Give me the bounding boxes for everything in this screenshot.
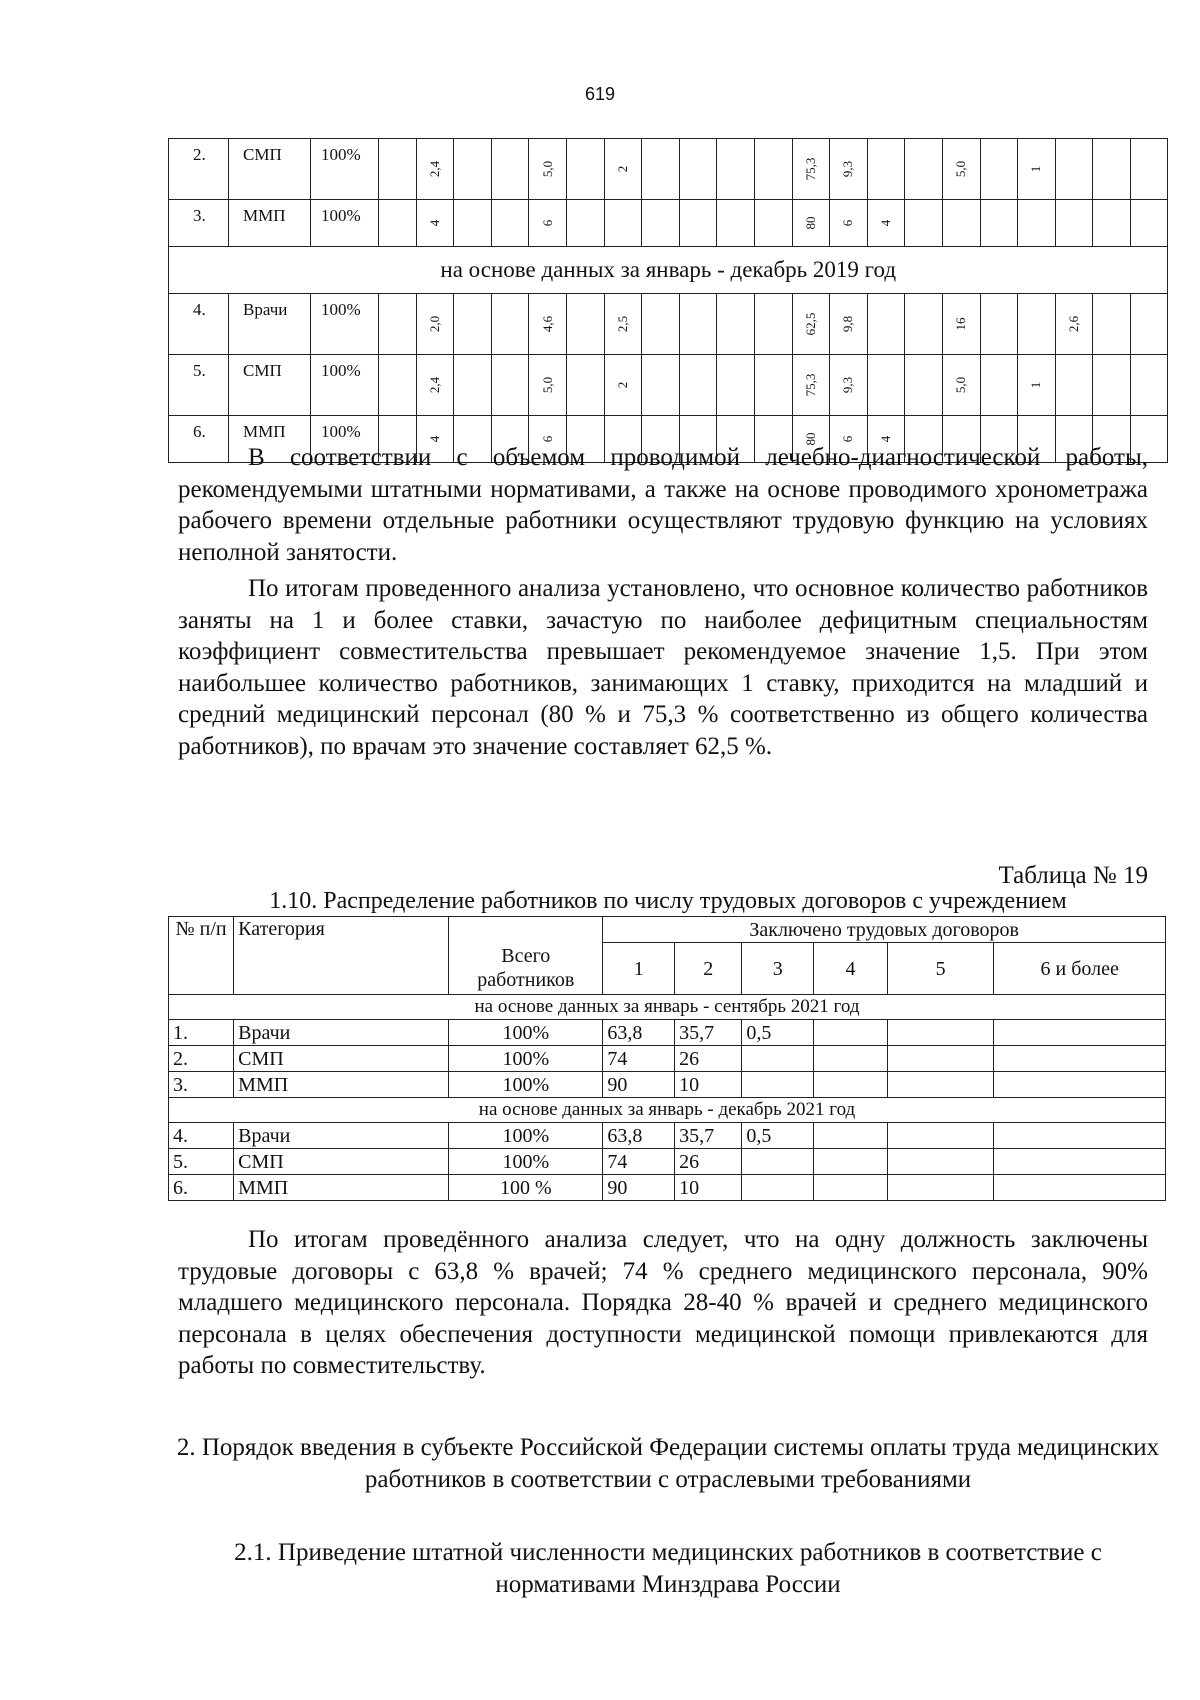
row-number: 1. (169, 1020, 234, 1046)
value-cell (379, 355, 417, 416)
contract-cell: 0,5 (742, 1123, 814, 1149)
contract-cell (814, 1072, 888, 1098)
value-cell (717, 139, 755, 200)
row-percent: 100% (311, 139, 379, 200)
value-text: 2,6 (1065, 315, 1081, 333)
section-row (169, 1098, 1166, 1123)
value-cell (566, 355, 604, 416)
value-cell (1018, 200, 1056, 247)
table-row (169, 139, 1168, 200)
contract-cell: 74 (603, 1046, 675, 1072)
contract-cell (742, 1072, 814, 1098)
row-category: СМП (229, 355, 311, 416)
value-cell (566, 200, 604, 247)
contract-cell: 63,8 (603, 1020, 675, 1046)
row-number: 3. (169, 1072, 234, 1098)
value-text: 6 (539, 435, 555, 443)
table-row (169, 1072, 1166, 1098)
value-text: 2,0 (426, 315, 442, 333)
value-cell (1018, 355, 1056, 416)
value-cell (867, 355, 905, 416)
value-text: 80 (802, 216, 818, 230)
contract-cell (742, 1175, 814, 1201)
row-category: ММП (234, 1072, 449, 1098)
value-cell (830, 139, 868, 200)
value-cell (830, 294, 868, 355)
value-cell (529, 355, 567, 416)
row-number: 6. (169, 416, 229, 463)
value-cell (754, 355, 792, 416)
value-cell (942, 294, 980, 355)
value-cell (491, 294, 529, 355)
value-text: 4 (878, 219, 894, 227)
row-category: СМП (234, 1149, 449, 1175)
header-col-3: 3 (742, 943, 814, 995)
value-cell (491, 200, 529, 247)
contract-cell (994, 1020, 1166, 1046)
value-cell (867, 200, 905, 247)
value-cell (1093, 355, 1131, 416)
page-number: 619 (584, 84, 616, 104)
value-cell (980, 200, 1018, 247)
value-cell (454, 294, 492, 355)
value-cell (1130, 294, 1168, 355)
value-cell (1093, 294, 1131, 355)
contract-cell (994, 1123, 1166, 1149)
value-text: 75,3 (802, 373, 818, 397)
value-text: 2 (614, 381, 630, 389)
contract-cell: 35,7 (675, 1020, 742, 1046)
value-cell (679, 355, 717, 416)
table-title: 1.10. Распределение работников по числу трудовых договоров с учреждением (269, 888, 1067, 914)
value-cell (980, 139, 1018, 200)
value-text: 9,3 (840, 376, 856, 394)
row-category: СМП (234, 1046, 449, 1072)
value-cell (379, 200, 417, 247)
row-number: 2. (169, 1046, 234, 1072)
contract-cell (814, 1175, 888, 1201)
value-text: 1 (1028, 165, 1044, 173)
value-text: 2,4 (426, 160, 442, 178)
value-cell (754, 200, 792, 247)
value-cell (792, 294, 830, 355)
value-cell (566, 294, 604, 355)
value-cell (416, 294, 454, 355)
table-row (169, 355, 1168, 416)
header-col-2: 2 (675, 943, 742, 995)
row-total: 100% (449, 1123, 603, 1149)
value-cell (604, 294, 642, 355)
row-percent: 100% (311, 294, 379, 355)
row-total: 100% (449, 1149, 603, 1175)
table-row (169, 1020, 1166, 1046)
row-total: 100 % (449, 1175, 603, 1201)
value-cell (679, 200, 717, 247)
value-text: 6 (840, 435, 856, 443)
value-text: 4 (426, 219, 442, 227)
row-number: 2. (169, 139, 229, 200)
value-text: 75,3 (802, 157, 818, 181)
row-percent: 100% (311, 416, 379, 463)
contract-cell (742, 1149, 814, 1175)
value-cell (792, 139, 830, 200)
contract-cell (887, 1175, 993, 1201)
value-cell (491, 139, 529, 200)
table-row (169, 200, 1168, 247)
value-cell (604, 139, 642, 200)
value-cell (905, 294, 943, 355)
table-row (169, 1046, 1166, 1072)
contract-cell (887, 1046, 993, 1072)
contract-cell (742, 1046, 814, 1072)
header-col-5: 5 (887, 943, 993, 995)
value-cell (566, 139, 604, 200)
value-cell (1130, 200, 1168, 247)
row-category: Врачи (234, 1020, 449, 1046)
value-cell (1093, 200, 1131, 247)
value-cell (792, 200, 830, 247)
row-total: 100% (449, 1046, 603, 1072)
top-table-section-row: на основе данных за январь - декабрь 2019 год (169, 247, 1168, 294)
value-text: 2 (614, 165, 630, 173)
value-text: 2,4 (426, 376, 442, 394)
value-cell (454, 355, 492, 416)
header-total: Всего работников (449, 943, 603, 995)
contract-cell (814, 1046, 888, 1072)
value-text: 4 (426, 435, 442, 443)
header-category: Категория (234, 917, 449, 995)
value-cell (717, 294, 755, 355)
contract-cell: 26 (675, 1046, 742, 1072)
value-cell (416, 200, 454, 247)
section-heading-2: 2. Порядок введения в субъекте Российской Федерации системы оплаты труда медицинских работников в соответствии с отраслевыми требованиями (176, 1434, 1160, 1493)
section-row (169, 995, 1166, 1020)
row-total: 100% (449, 1020, 603, 1046)
row-category: ММП (229, 200, 311, 247)
value-cell (830, 355, 868, 416)
value-cell (529, 200, 567, 247)
value-cell (529, 294, 567, 355)
contract-cell (814, 1123, 888, 1149)
top-staffing-table (168, 138, 1168, 463)
row-number: 4. (169, 1123, 234, 1149)
contract-cell: 0,5 (742, 1020, 814, 1046)
header-num: № п/п (169, 917, 234, 995)
value-cell (792, 355, 830, 416)
value-cell (1055, 139, 1093, 200)
row-number: 5. (169, 355, 229, 416)
value-cell (416, 355, 454, 416)
contract-cell (994, 1072, 1166, 1098)
value-text: 9,8 (840, 315, 856, 333)
paragraph-part-time: В соответствии с объемом проводимой лечебно-диагностической работы, рекомендуемыми штатными нормативами, а также на основе проводимого хронометража рабочего времени отдельные работники осуществляют трудовую функцию на условиях неполной занятости. (178, 444, 1148, 566)
paragraph-analysis: По итогам проведенного анализа установлено, что основное количество работников заняты на 1 и более ставки, зачастую по наиболее дефицитным специальностям коэффициент совместительства превышает рекомендуемое значение 1,5. При этом наибольшее количество работников, занимающих 1 ставку, приходится на младший и средний медицинский персонал (80 % и 75,3 % соответственно из общего количества работников), по врачам это значение составляет 62,5 %. (178, 575, 1148, 760)
value-text: 5,0 (953, 376, 969, 394)
value-cell (454, 200, 492, 247)
row-category: ММП (234, 1175, 449, 1201)
value-cell (1055, 200, 1093, 247)
paragraph-conclusion: По итогам проведённого анализа следует, что на одну должность заключены трудовые договоры с 63,8 % врачей; 74 % среднего медицинского персонала, 90% младшего медицинского персонала. Порядка 28-40 % врачей и среднего медицинского персонала в целях обеспечения доступности медицинской помощи привлекаются для работы по совместительству. (178, 1226, 1148, 1379)
contract-cell (994, 1149, 1166, 1175)
row-category: Врачи (229, 294, 311, 355)
contract-cell: 10 (675, 1072, 742, 1098)
value-cell (942, 200, 980, 247)
header-col-1: 1 (603, 943, 675, 995)
contract-cell (887, 1020, 993, 1046)
contracts-table (168, 916, 1166, 1201)
contract-cell (994, 1046, 1166, 1072)
value-cell (491, 355, 529, 416)
value-cell (1130, 139, 1168, 200)
value-cell (942, 139, 980, 200)
value-cell (717, 200, 755, 247)
value-cell (679, 139, 717, 200)
row-total: 100% (449, 1072, 603, 1098)
section-label: на основе данных за январь - сентябрь 2021 год (169, 995, 1166, 1020)
table-row (169, 1175, 1166, 1201)
table-label: Таблица № 19 (998, 862, 1148, 889)
value-cell (642, 200, 680, 247)
table-row (169, 294, 1168, 355)
value-text: 6 (539, 219, 555, 227)
contract-cell: 26 (675, 1149, 742, 1175)
row-number: 4. (169, 294, 229, 355)
value-cell (905, 200, 943, 247)
value-text: 9,3 (840, 160, 856, 178)
value-text: 6 (840, 219, 856, 227)
row-percent: 100% (311, 355, 379, 416)
value-cell (1018, 139, 1056, 200)
contract-cell: 63,8 (603, 1123, 675, 1149)
value-cell (867, 294, 905, 355)
row-category: Врачи (234, 1123, 449, 1149)
header-blank (449, 917, 603, 943)
table-row (169, 1149, 1166, 1175)
value-cell (980, 355, 1018, 416)
contract-cell (994, 1175, 1166, 1201)
value-cell (754, 294, 792, 355)
value-cell (642, 355, 680, 416)
value-cell (604, 355, 642, 416)
header-concluded: Заключено трудовых договоров (603, 917, 1166, 943)
value-cell (980, 294, 1018, 355)
contract-cell (814, 1149, 888, 1175)
value-cell (717, 355, 755, 416)
value-cell (454, 139, 492, 200)
value-cell (1018, 294, 1056, 355)
value-text: 5,0 (539, 376, 555, 394)
value-text: 62,5 (802, 312, 818, 336)
row-percent: 100% (311, 200, 379, 247)
value-cell (905, 355, 943, 416)
table-row (169, 1123, 1166, 1149)
value-cell (867, 139, 905, 200)
value-cell (905, 139, 943, 200)
value-cell (1093, 139, 1131, 200)
value-cell (604, 200, 642, 247)
contract-cell: 74 (603, 1149, 675, 1175)
row-number: 5. (169, 1149, 234, 1175)
value-cell (679, 294, 717, 355)
contract-cell (887, 1149, 993, 1175)
value-text: 1 (1028, 381, 1044, 389)
contract-cell (814, 1020, 888, 1046)
value-text: 4 (878, 435, 894, 443)
value-cell (830, 200, 868, 247)
contract-cell: 90 (603, 1072, 675, 1098)
contract-cell: 35,7 (675, 1123, 742, 1149)
row-category: ММП (229, 416, 311, 463)
contract-cell: 10 (675, 1175, 742, 1201)
value-cell (754, 139, 792, 200)
contract-cell (887, 1123, 993, 1149)
value-cell (1055, 355, 1093, 416)
header-col-4: 4 (814, 943, 888, 995)
value-cell (379, 294, 417, 355)
value-cell (416, 139, 454, 200)
value-text: 2,5 (614, 315, 630, 333)
section-label: на основе данных за январь - декабрь 2021 год (169, 1098, 1166, 1123)
value-cell (642, 139, 680, 200)
value-text: 5,0 (539, 160, 555, 178)
value-cell (942, 355, 980, 416)
value-cell (1055, 294, 1093, 355)
row-number: 6. (169, 1175, 234, 1201)
value-cell (529, 139, 567, 200)
row-number: 3. (169, 200, 229, 247)
section-heading-2-1: 2.1. Приведение штатной численности медицинских работников в соответствие с нормативами Минздрава России (234, 1539, 1102, 1598)
value-cell (379, 139, 417, 200)
header-col-6: 6 и более (994, 943, 1166, 995)
value-cell (642, 294, 680, 355)
contract-cell (887, 1072, 993, 1098)
value-text: 16 (953, 317, 969, 331)
value-cell (1130, 355, 1168, 416)
row-category: СМП (229, 139, 311, 200)
value-text: 80 (802, 432, 818, 446)
value-text: 5,0 (953, 160, 969, 178)
contract-cell: 90 (603, 1175, 675, 1201)
value-text: 4,6 (539, 315, 555, 333)
